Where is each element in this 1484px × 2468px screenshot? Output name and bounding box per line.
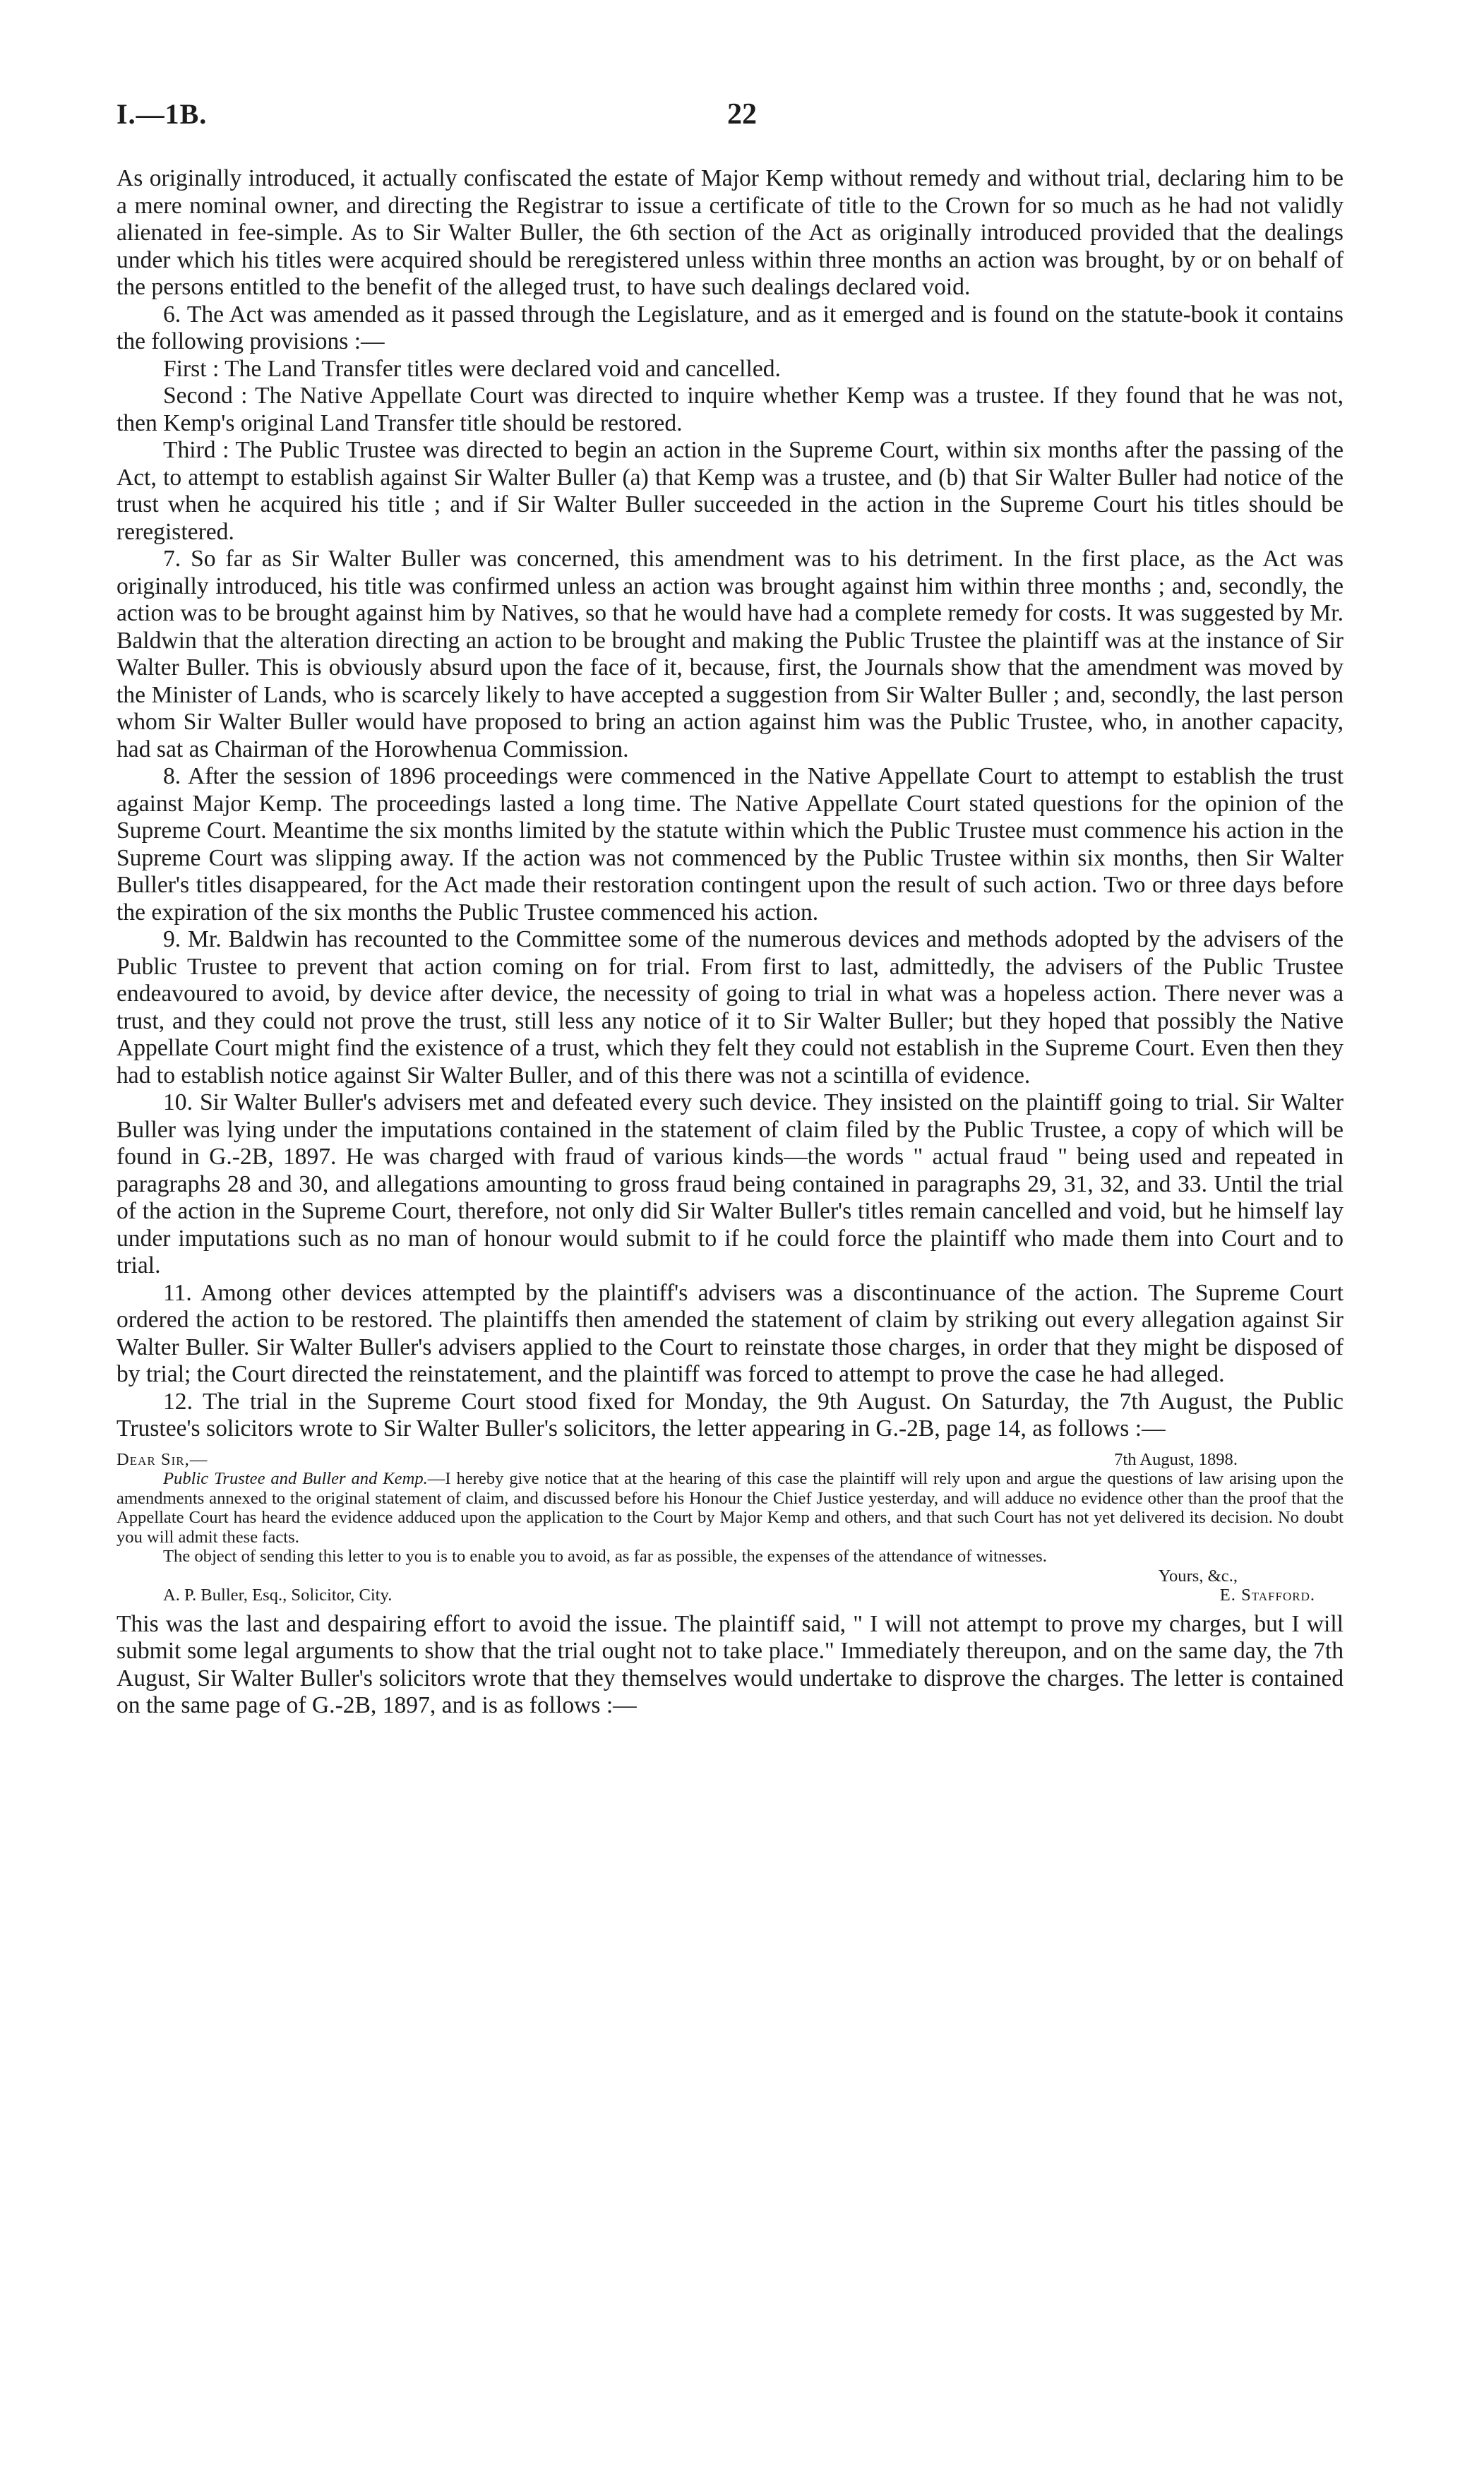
body-text — [116, 165, 1344, 1720]
letter-heading-row — [116, 1450, 1344, 1470]
letter-addressee: A. P. Buller, Esq., Solicitor, City. — [163, 1586, 393, 1605]
provision-second: Second : The Native Appellate Court was directed to inquire whether Kemp was a trustee. If they found that he was not, then Kemp's original Land Transfer title should be restored. — [116, 383, 1344, 436]
letter-closing-row — [116, 1567, 1344, 1586]
letter-date: 7th August, 1898. — [1114, 1449, 1238, 1469]
paragraph-10: 10. Sir Walter Buller's advisers met and defeated every such device. They insisted on the plaintiff going to trial. Sir Walter Buller was lying under the imputations contained in the statement of claim filed by the Public Trustee, a copy of which will be found in G.-2B, 1897. He was charged with fraud of various kinds—the words " actual fraud " being used and repeated in paragraphs 28 and 30, and allegations amounting to gross fraud being contained in paragraphs 29, 31, 32, and 33. Until the trial of the action in the Supreme Court, therefore, not only did Sir Walter Buller's titles remain cancelled and void, but he himself lay under imputations such as no man of honour would submit to if he could force the plaintiff who made them into Court and to trial. — [116, 1089, 1344, 1278]
letter-paragraph-2: The object of sending this letter to you is to enable you to avoid, as far as possible, the expenses of the attendance of witnesses. — [163, 1547, 1047, 1566]
letter-case-title: Public Trustee and Buller and Kemp. — [163, 1469, 428, 1488]
paragraph-11: 11. Among other devices attempted by the plaintiff's advisers was a discontinuance of the action. The Supreme Court ordered the action to be restored. The plaintiffs then amended the statement of claim by striking out every allegation against Sir Walter Buller. Sir Walter Buller's advisers applied to the Court to reinstate those charges, in order that they might be disposed of by trial; the Court directed the reinstatement, and the plaintiff was forced to attempt to prove the case he had alleged. — [116, 1279, 1344, 1387]
provision-third: Third : The Public Trustee was directed to begin an action in the Supreme Court, within six months after the passing of the Act, to attempt to establish against Sir Walter Buller (a) that Kemp was a trustee, and (b) that Sir Walter Buller had notice of the trust when he acquired his title ; and if Sir Walter Buller succeeded in the action in the Supreme Court his titles should be reregistered. — [116, 437, 1344, 545]
letter-closing: Yours, &c., — [1158, 1566, 1238, 1586]
paragraph-7: 7. So far as Sir Walter Buller was concerned, this amendment was to his detriment. In the first place, as the Act was originally introduced, his title was confirmed unless an action was brought against him within three months ; and, secondly, the action was to be brought against him by Natives, so that he would have had a complete remedy for costs. It was suggested by Mr. Baldwin that the alteration directing an action to be brought and making the Public Trustee the plaintiff was at the instance of Sir Walter Buller. This is obviously absurd upon the face of it, because, first, the Journals show that the amendment was moved by the Minister of Lands, who is scarcely likely to have accepted a suggestion from Sir Walter Buller ; and, secondly, the last person whom Sir Walter Buller would have proposed to bring an action against him was the Public Trustee, who, in another capacity, had sat as Chairman of the Horowhenua Commission. — [116, 546, 1344, 762]
series-reference: I.—1B. — [116, 98, 208, 130]
letter-signature: E. Stafford. — [1219, 1586, 1315, 1605]
provision-first: First : The Land Transfer titles were declared void and cancelled. — [163, 355, 781, 382]
letter-paragraph-1 — [116, 1469, 1344, 1547]
quoted-letter — [116, 1450, 1344, 1605]
letter-signature-row — [116, 1586, 1344, 1605]
paragraph-6: 6. The Act was amended as it passed through the Legislature, and as it emerged and is found on the statute-book it contains the following provisions :— — [116, 301, 1344, 354]
page-number: 22 — [727, 98, 757, 131]
paragraph-12: 12. The trial in the Supreme Court stood fixed for Monday, the 9th August. On Saturday, the 7th August, the Public Trustee's solicitors wrote to Sir Walter Buller's solicitors, the letter appearing in G.-2B, page 14, as follows :— — [116, 1388, 1344, 1442]
paragraph-intro: As originally introduced, it actually confiscated the estate of Major Kemp without remedy and without trial, declaring him to be a mere nominal owner, and directing the Registrar to issue a certificate of title to the Crown for so much as he had not validly alienated in fee-simple. As to Sir Walter Buller, the 6th section of the Act as originally introduced provided that the dealings under which his titles were acquired should be reregistered unless within three months an action was brought, by or on behalf of the persons entitled to the benefit of the alleged trust, to have such dealings declared void. — [116, 165, 1344, 300]
paragraph-8: 8. After the session of 1896 proceedings were commenced in the Native Appellate Court to attempt to establish the trust against Major Kemp. The proceedings lasted a long time. The Native Appellate Court stated questions for the opinion of the Supreme Court. Meantime the six months limited by the statute within which the Public Trustee must commence his action in the Supreme Court was slipping away. If the action was not commenced by the Public Trustee within six months, then Sir Walter Buller's titles disappeared, for the Act made their restoration contingent upon the result of such action. Two or three days before the expiration of the six months the Public Trustee commenced his action. — [116, 763, 1344, 926]
letter-salutation: Dear Sir,— — [116, 1449, 208, 1469]
running-header — [116, 97, 1368, 140]
paragraph-after-letter: This was the last and despairing effort to avoid the issue. The plaintiff said, " I will not attempt to prove my charges, but I will submit some legal arguments to show that the trial ought not to take place." Immediately thereupon, and on the same day, the 7th August, Sir Walter Buller's solicitors wrote that they themselves would undertake to disprove the charges. The letter is contained on the same page of G.-2B, 1897, and is as follows :— — [116, 1610, 1344, 1718]
letter-paragraph-1-text: —I hereby give notice that at the hearing of this case the plaintiff will rely upon and argue the questions of law arising upon the amendments annexed to the original statement of claim, and discussed before his Honour the Chief Justice yesterday, and will adduce no evidence other than the proof that the Appellate Court has heard the evidence adduced upon the application to the Court by Major Kemp and others, and that such Court has not yet delivered its decision. No doubt you will admit these facts. — [116, 1469, 1344, 1547]
paragraph-9: 9. Mr. Baldwin has recounted to the Committee some of the numerous devices and methods adopted by the advisers of the Public Trustee to prevent that action coming on for trial. From first to last, admittedly, the advisers of the Public Trustee endeavoured to avoid, by device after device, the necessity of going to trial in what was a hopeless action. There never was a trust, and they could not prove the trust, still less any notice of it to Sir Walter Buller; but they hoped that possibly the Native Appellate Court might find the existence of a trust, which they felt they could not establish in the Supreme Court. Even then they had to establish notice against Sir Walter Buller, and of this there was not a scintilla of evidence. — [116, 926, 1344, 1089]
